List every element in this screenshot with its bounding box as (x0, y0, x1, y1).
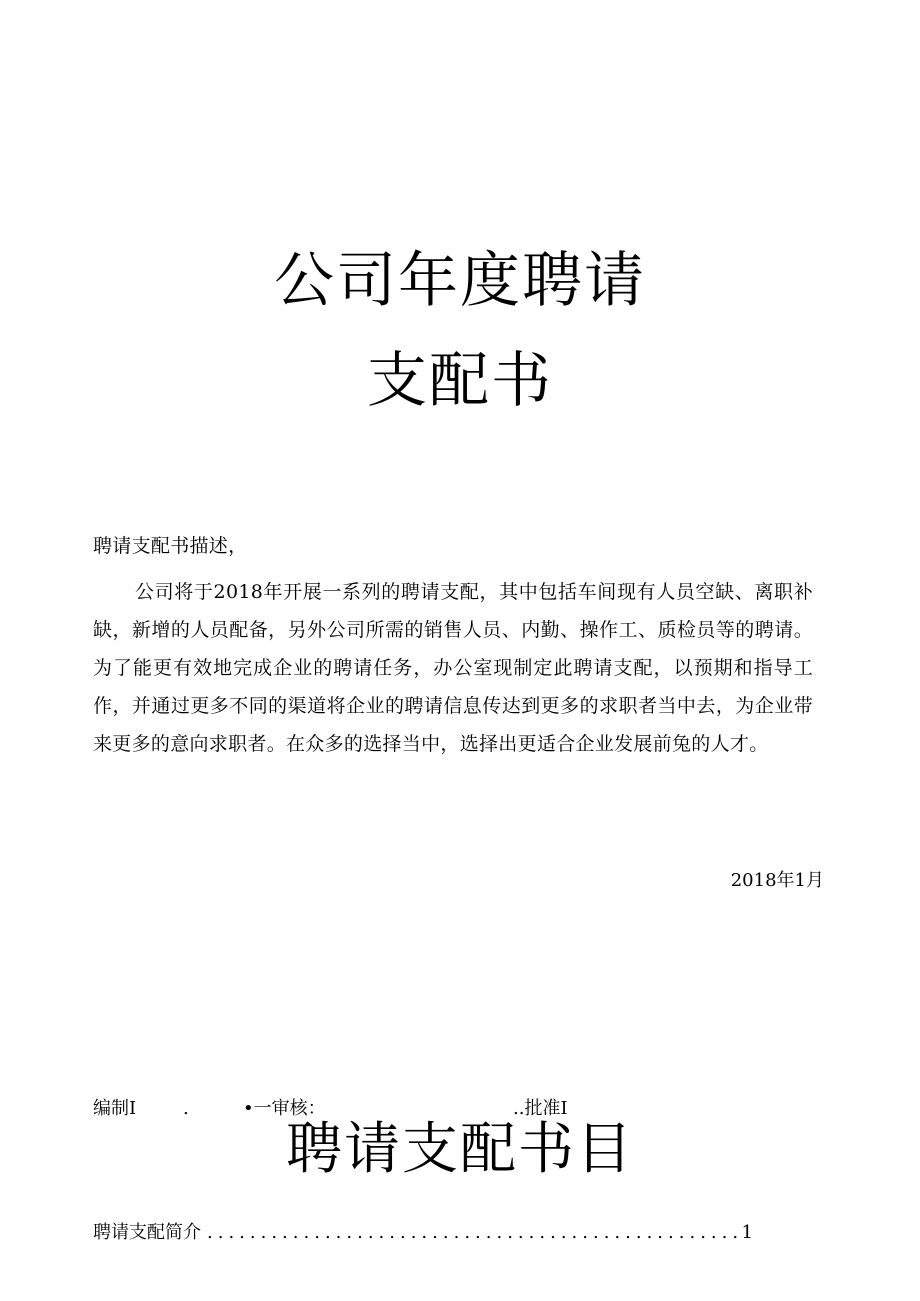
toc-entry-page: 1 (741, 1222, 753, 1243)
reviewed-by-label: •一审核： (243, 1098, 326, 1119)
toc-entry-label[interactable]: 聘请支配简介 (93, 1222, 201, 1243)
approved-by-label: ..批准I (513, 1098, 568, 1119)
toc-title: 聘请支配书目 (286, 1117, 634, 1182)
document-title-line-2: 支配书 (367, 346, 553, 416)
toc-dot-leader (207, 1218, 738, 1248)
description-body: 公司将于2018年开展一系列的聘请支配，其中包括车间现有人员空缺、离职补缺，新增的人员配备，另外公司所需的销售人员、内勤、操作工、质检员等的聘请。为了能更有效地完成企业的聘请任务，办公室现制定此聘请支配，以预期和指导工作，并通过更多不同的渠道将企业的聘请信息传达到更多的求职者当中去，为企业带来更多的意向求职者。在众多的选择当中，选择出更适合企业发展前兔的人才。 (93, 581, 813, 755)
document-date: 2018年1月 (730, 870, 824, 891)
toc-entry[interactable] (93, 1218, 753, 1248)
signature-separator: . (183, 1098, 189, 1119)
description-heading: 聘请支配书描述， (93, 535, 248, 557)
compiled-by-label: 编制I (93, 1098, 137, 1119)
document-title-line-1: 公司年度聘请 (274, 246, 646, 316)
